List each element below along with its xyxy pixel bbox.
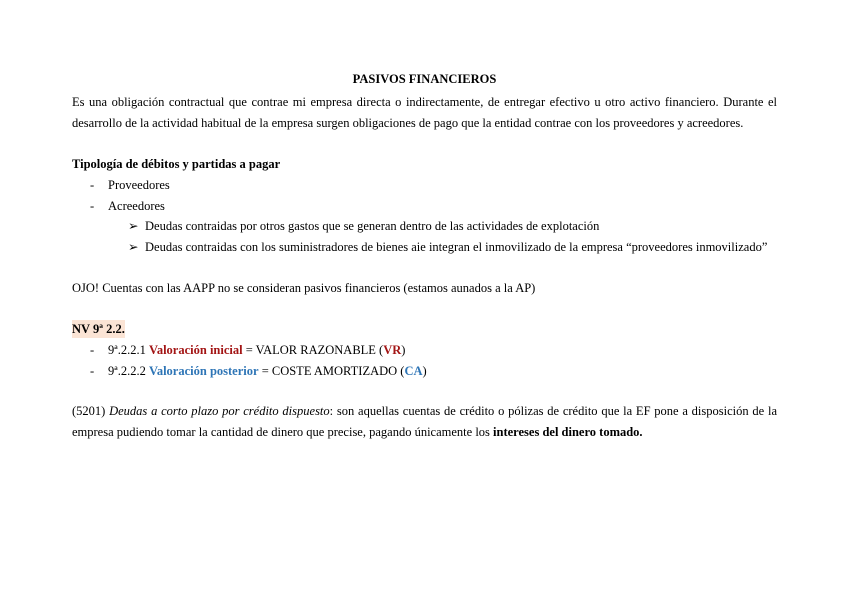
valoracion-inicial-text — [108, 340, 405, 361]
deudas-term: Deudas a corto plazo por crédito dispuesto — [109, 404, 330, 418]
vr-abbreviation: VR — [383, 343, 402, 357]
sub-list-item-label: Deudas contraidas por otros gastos que se generan dentro de las actividades de explotación — [145, 219, 600, 233]
deudas-paragraph — [72, 401, 777, 443]
valoracion-posterior-text — [108, 361, 427, 382]
valoracion-inicial-suffix: ) — [401, 343, 406, 357]
sub-list-item-inmovilizado — [72, 237, 777, 258]
deudas-emphasis: intereses del dinero tomado. — [493, 425, 643, 439]
list-item-label: Acreedores — [108, 198, 165, 213]
valoracion-posterior-prefix: 9ª.2.2.2 — [108, 363, 149, 378]
sub-list-item-label: Deudas contraidas con los suministradores de bienes aie integran el inmovilizado de la empresa “proveedores inmovilizado” — [145, 240, 768, 254]
dash-bullet: - — [90, 363, 95, 378]
sub-list-item-gastos — [72, 216, 777, 237]
arrow-bullet-icon: ➢ — [128, 240, 139, 254]
dash-bullet: - — [90, 343, 95, 357]
valoracion-inicial-label: Valoración inicial — [148, 343, 243, 357]
intro-paragraph: Es una obligación contractual que contrae mi empresa directa o indirectamente, de entregar efectivo u otro activo financiero. Durante el desarrollo de la actividad habitual de la empresa surgen obligaciones de pago que la entidad contrae con los proveedores y acreedores. — [72, 95, 777, 130]
valoracion-inicial-middle: = VALOR RAZONABLE ( — [242, 343, 384, 357]
list-item-proveedores — [72, 175, 777, 196]
tipologia-heading: Tipología de débitos y partidas a pagar — [72, 157, 281, 171]
nv-heading-line — [72, 319, 777, 340]
valoracion-inicial-prefix: 9ª.2.2.1 — [108, 343, 149, 357]
valoracion-posterior-item — [72, 361, 777, 382]
deudas-code: (5201) — [72, 404, 110, 418]
valoracion-inicial-item — [72, 340, 777, 361]
deudas-body: : son aquellas cuentas de crédito o pólizas de crédito que la EF pone a disposición de la empresa pudiendo tomar la cantidad de dinero que precise, pagando únicamente los — [72, 404, 777, 439]
valoracion-posterior-middle: = COSTE AMORTIZADO ( — [258, 363, 405, 378]
document-page — [72, 70, 777, 443]
dash-bullet: - — [90, 198, 95, 213]
list-item-acreedores — [72, 196, 777, 217]
ojo-note: OJO! Cuentas con las AAPP no se consideran pasivos financieros (estamos aunados a la AP) — [72, 281, 536, 295]
list-item-label: Proveedores — [108, 178, 170, 192]
ca-abbreviation: CA — [404, 363, 423, 378]
valoracion-posterior-label: Valoración posterior — [148, 363, 259, 378]
dash-bullet: - — [90, 178, 95, 192]
nv-heading: NV 9ª 2.2. — [72, 322, 125, 336]
arrow-bullet-icon: ➢ — [128, 219, 139, 233]
document-title: PASIVOS FINANCIEROS — [352, 72, 497, 86]
valoracion-posterior-suffix: ) — [422, 363, 427, 378]
